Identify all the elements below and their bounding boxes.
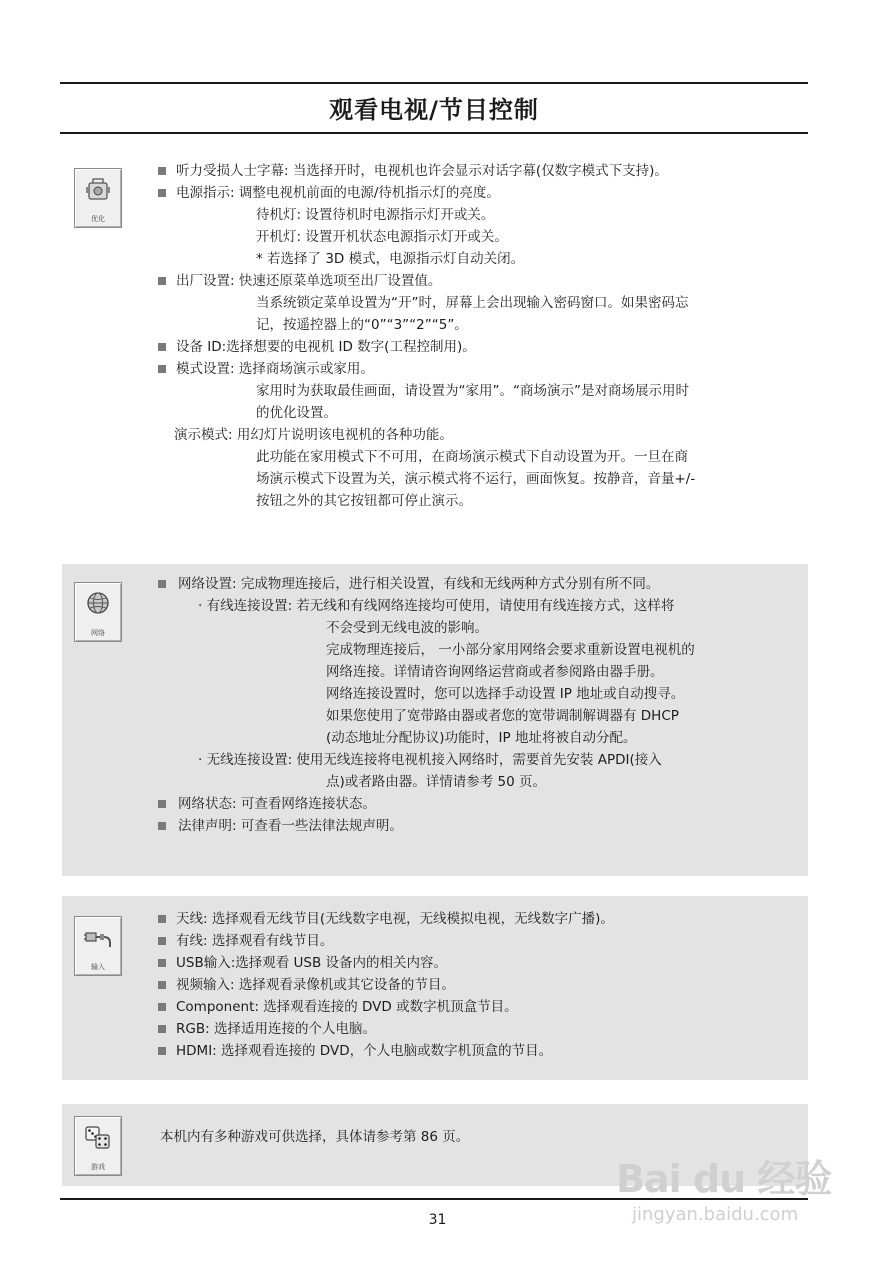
bullet-square <box>158 822 166 830</box>
options-line-1: 听力受损人士字幕: 当选择开时，电视机也许会显示对话字幕(仅数字模式下支持)。 <box>176 163 668 179</box>
network-line-4: 完成物理连接后， 一小部分家用网络会要求重新设置电视机的 <box>326 642 695 658</box>
games-line-1: 本机内有多种游戏可供选择，具体请参考第 86 页。 <box>160 1129 470 1145</box>
bullet-square <box>158 365 166 373</box>
page-title: 观看电视/节目控制 <box>329 96 539 124</box>
bullet-square <box>158 1003 166 1011</box>
options-line-8: 记，按遥控器上的“0”“3”“2”“5”。 <box>256 317 468 333</box>
options-line-7: 当系统锁定菜单设置为“开”时，屏幕上会出现输入密码窗口。如果密码忘 <box>256 295 689 311</box>
bullet-square <box>158 1047 166 1055</box>
bullet-square <box>158 981 166 989</box>
options-line-11: 家用时为获取最佳画面，请设置为“家用”。“商场演示”是对商场展示用时 <box>256 383 689 399</box>
options-line-9: 设备 ID:选择想要的电视机 ID 数字(工程控制用)。 <box>176 339 476 355</box>
bullet-square <box>158 800 166 808</box>
network-icon-box <box>74 582 122 642</box>
input-line-4: 视频输入: 选择观看录像机或其它设备的节目。 <box>176 977 455 993</box>
games-icon-box <box>74 1116 122 1176</box>
dice-icon <box>84 1123 112 1153</box>
options-line-2: 电源指示: 调整电视机前面的电源/待机指示灯的亮度。 <box>176 185 500 201</box>
watermark-url: jingyan.baidu.com <box>632 1204 799 1225</box>
bullet-square <box>158 580 166 588</box>
header-bottom-rule <box>60 132 808 134</box>
network-line-2: · 有线连接设置: 若无线和有线网络连接均可使用，请使用有线连接方式，这样将 <box>198 598 675 614</box>
options-line-6: 出厂设置: 快速还原菜单选项至出厂设置值。 <box>176 273 442 289</box>
input-line-5: Component: 选择观看连接的 DVD 或数字机顶盒节目。 <box>176 999 518 1015</box>
options-line-15: 场演示模式下设置为关，演示模式将不运行，画面恢复。按静音，音量+/- <box>256 471 696 487</box>
section-input <box>62 896 808 1080</box>
input-line-7: HDMI: 选择观看连接的 DVD，个人电脑或数字机顶盒的节目。 <box>176 1043 553 1059</box>
network-line-7: 如果您使用了宽带路由器或者您的宽带调制解调器有 DHCP <box>326 708 679 724</box>
network-line-8: (动态地址分配协议)功能时，IP 地址将被自动分配。 <box>326 730 637 746</box>
options-line-13: 演示模式: 用幻灯片说明该电视机的各种功能。 <box>174 427 453 443</box>
options-line-14: 此功能在家用模式下不可用，在商场演示模式下自动设置为开。一旦在商 <box>256 449 688 465</box>
input-icon-label: 输入 <box>91 963 105 971</box>
options-line-10: 模式设置: 选择商场演示或家用。 <box>176 361 374 377</box>
options-line-12: 的优化设置。 <box>256 405 337 421</box>
options-line-4: 开机灯: 设置开机状态电源指示灯开或关。 <box>256 229 508 245</box>
network-line-5: 网络连接。详情请咨询网络运营商或者参阅路由器手册。 <box>326 664 664 680</box>
options-icon-label: 优化 <box>91 215 105 223</box>
options-line-16: 按钮之外的其它按钮都可停止演示。 <box>256 493 472 509</box>
watermark-brand: Bai du 经验 <box>616 1157 832 1201</box>
globe-icon <box>84 589 112 619</box>
bullet-square <box>158 915 166 923</box>
options-line-3: 待机灯: 设置待机时电源指示灯开或关。 <box>256 207 495 223</box>
bullet-square <box>158 937 166 945</box>
input-icon-box <box>74 916 122 976</box>
bullet-square <box>158 1025 166 1033</box>
games-icon-label: 游戏 <box>91 1163 105 1171</box>
network-line-12: 法律声明: 可查看一些法律法规声明。 <box>178 818 403 834</box>
network-line-6: 网络连接设置时，您可以选择手动设置 IP 地址或自动搜寻。 <box>326 686 685 702</box>
network-line-10: 点)或者路由器。详情请参考 50 页。 <box>326 774 547 790</box>
bullet-square <box>158 167 166 175</box>
bullet-square <box>158 343 166 351</box>
network-icon-label: 网络 <box>91 629 105 637</box>
network-line-3: 不会受到无线电波的影响。 <box>326 620 488 636</box>
input-line-2: 有线: 选择观看有线节目。 <box>176 933 334 949</box>
header-top-rule <box>60 82 808 84</box>
options-icon-box <box>74 168 122 228</box>
section-network <box>62 564 808 876</box>
bullet-square <box>158 959 166 967</box>
bullet-square <box>158 189 166 197</box>
network-line-1: 网络设置: 完成物理连接后，进行相关设置，有线和无线两种方式分别有所不同。 <box>178 576 660 592</box>
section-options <box>62 160 808 550</box>
bullet-square <box>158 277 166 285</box>
options-icon <box>84 175 112 205</box>
options-line-5: * 若选择了 3D 模式，电源指示灯自动关闭。 <box>256 251 525 267</box>
cable-plug-icon <box>84 923 112 953</box>
network-line-11: 网络状态: 可查看网络连接状态。 <box>178 796 376 812</box>
input-line-6: RGB: 选择适用连接的个人电脑。 <box>176 1021 376 1037</box>
page-number: 31 <box>428 1212 447 1228</box>
network-line-9: · 无线连接设置: 使用无线连接将电视机接入网络时，需要首先安装 APDI(接入 <box>198 752 662 768</box>
input-line-3: USB输入:选择观看 USB 设备内的相关内容。 <box>176 955 448 971</box>
input-line-1: 天线: 选择观看无线节目(无线数字电视，无线模拟电视，无线数字广播)。 <box>176 911 614 927</box>
